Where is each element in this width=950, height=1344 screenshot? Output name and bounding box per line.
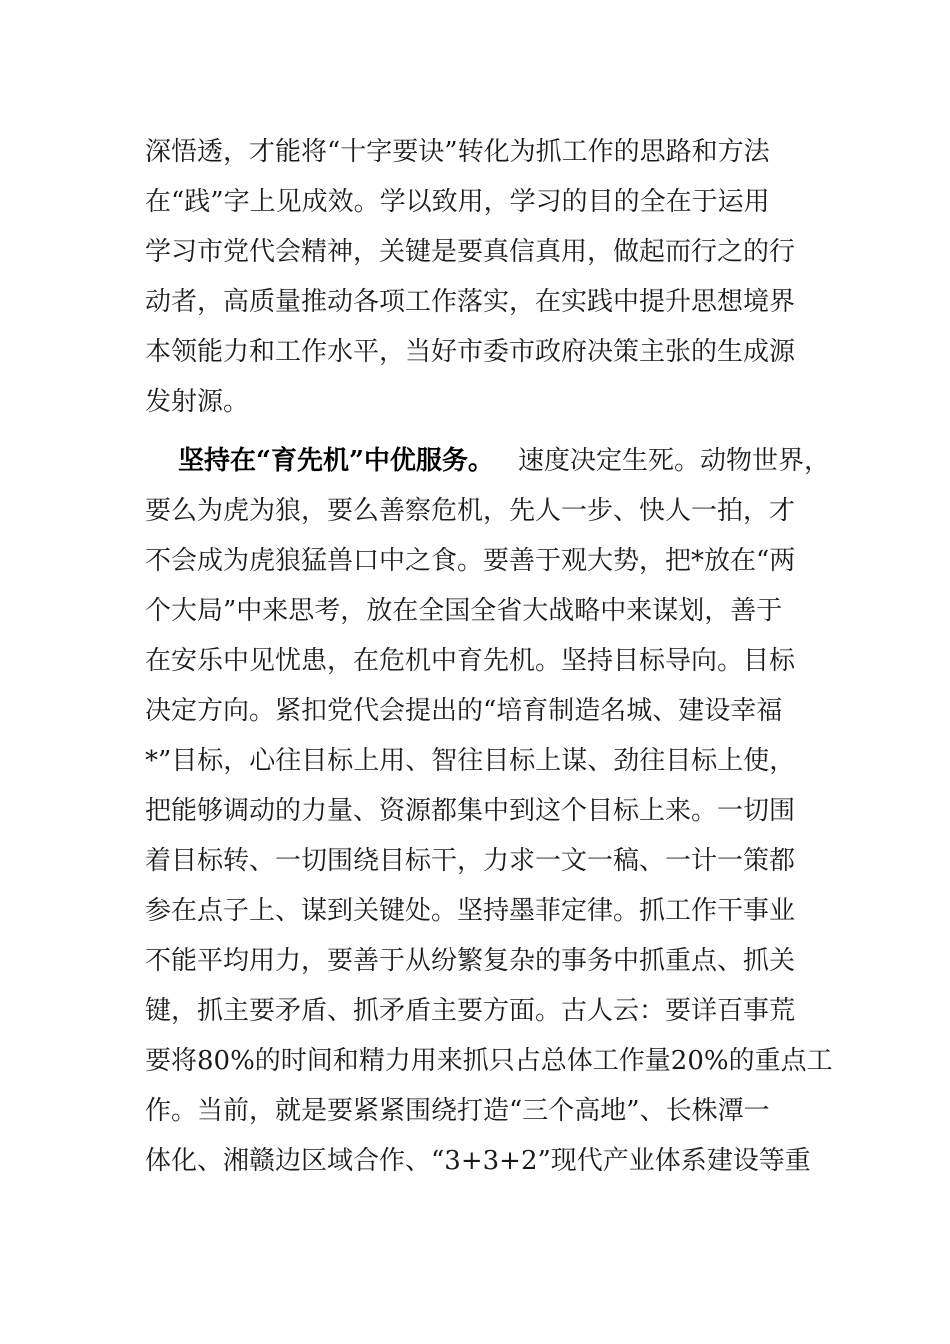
text-line-content: 动者，高质量推动各项工作落实，在实践中提升思想境界: [145, 287, 796, 317]
text-line: [0, 785, 950, 837]
text-line-content: 决定方向。紧扣党代会提出的“培育制造名城、建设幸福: [145, 696, 783, 726]
text-line: [0, 126, 950, 178]
paragraph-heading: 坚持在“育先机”中优服务。: [178, 446, 494, 476]
text-line: [0, 585, 950, 637]
text-line: [0, 276, 950, 328]
text-line-content: 参在点子上、谋到关键处。坚持墨菲定律。抓工作干事业: [145, 896, 796, 926]
text-line: [0, 326, 950, 378]
text-line: [0, 935, 950, 987]
text-line: [0, 1035, 950, 1087]
text-line-content: 在“践”字上见成效。学以致用，学习的目的全在于运用: [145, 187, 770, 217]
text-line: [0, 435, 950, 487]
text-line: [0, 885, 950, 937]
text-line-content: 键，抓主要矛盾、抓矛盾主要方面。古人云：要详百事荒: [145, 996, 796, 1026]
text-line: [0, 835, 950, 887]
text-line-content: 深悟透，才能将“十字要诀”转化为抓工作的思路和方法: [145, 137, 770, 167]
text-line: [0, 176, 950, 228]
text-line: [0, 376, 950, 428]
text-line-content: 本领能力和工作水平，当好市委市政府决策主张的生成源: [145, 337, 796, 367]
text-line: [0, 1135, 950, 1187]
text-line-content: 不能平均用力，要善于从纷繁复杂的事务中抓重点、抓关: [145, 946, 796, 976]
text-line-content: 速度决定生死。动物世界，: [518, 446, 831, 476]
text-line-content: 要么为虎为狼，要么善察危机，先人一步、快人一拍，才: [145, 496, 796, 526]
text-line: [0, 1085, 950, 1137]
text-line-content: 体化、湘赣边区域合作、“3+3+2”现代产业体系建设等重: [145, 1146, 811, 1176]
text-line: [0, 226, 950, 278]
text-line-content: 要将80%的时间和精力用来抓只占总体工作量20%的重点工: [145, 1046, 833, 1076]
text-line: [0, 685, 950, 737]
text-line-content: 发射源。: [145, 387, 250, 417]
text-line-content: 把能够调动的力量、资源都集中到这个目标上来。一切围: [145, 796, 796, 826]
text-line: [0, 735, 950, 787]
text-line-content: *”目标，心往目标上用、智往目标上谋、劲往目标上使，: [145, 746, 796, 776]
text-line-content: 个大局”中来思考，放在全国全省大战略中来谋划，善于: [145, 596, 783, 626]
text-line: [0, 985, 950, 1037]
text-line-content: 学习市党代会精神，关键是要真信真用，做起而行之的行: [145, 237, 796, 267]
text-line-content: 在安乐中见忧患，在危机中育先机。坚持目标导向。目标: [145, 646, 796, 676]
text-line-content: 不会成为虎狼猛兽口中之食。要善于观大势，把*放在“两: [145, 546, 796, 576]
text-line: [0, 535, 950, 587]
text-line-content: 作。当前，就是要紧紧围绕打造“三个高地”、长株潭一: [145, 1096, 770, 1126]
text-line: [0, 635, 950, 687]
text-line: [0, 485, 950, 537]
text-line-content: 着目标转、一切围绕目标干，力求一文一稿、一计一策都: [145, 846, 796, 876]
